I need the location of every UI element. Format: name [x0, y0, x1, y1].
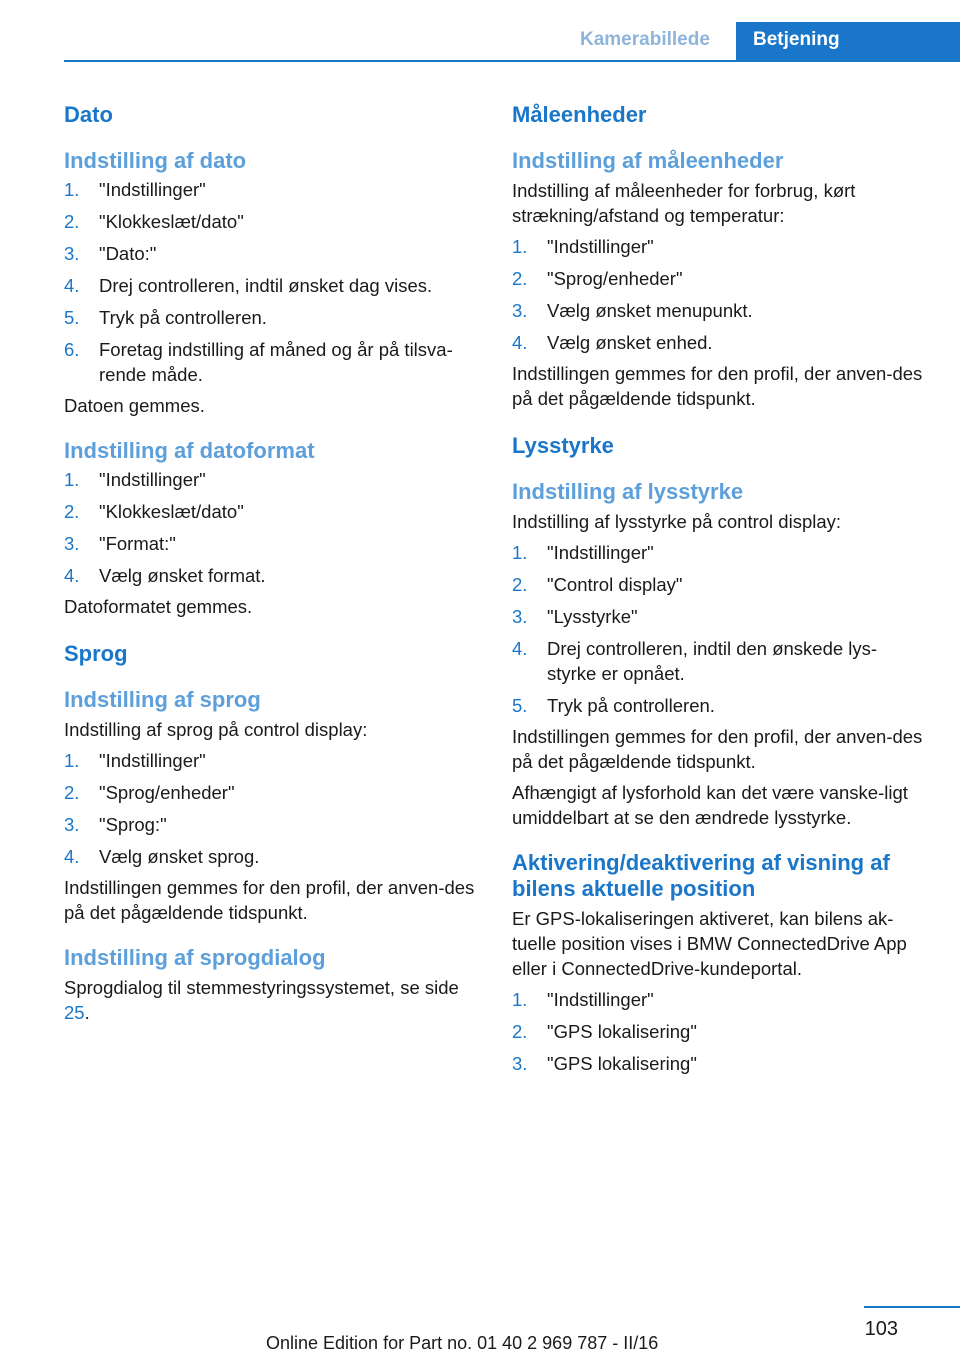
list-item-number: 2. — [512, 268, 528, 289]
subsection-title-indstilling-lysstyrke: Indstilling af lysstyrke — [512, 479, 744, 504]
list-item-text: "Indstillinger" — [547, 236, 654, 257]
list-item — [512, 266, 924, 291]
intro-gps: Er GPS-lokaliseringen aktiveret, kan bilens ak-tuelle position vises i BMW ConnectedDrive App eller i ConnectedDrive-kundeportal. — [512, 908, 907, 979]
steps-dato — [64, 177, 476, 387]
list-item-text: "Indstillinger" — [99, 750, 206, 771]
list-item — [512, 1051, 924, 1076]
list-item-number: 6. — [64, 339, 80, 360]
sprogdialog-period: . — [84, 1002, 90, 1023]
list-item-text: "Sprog/enheder" — [99, 782, 235, 803]
list-item-text: "GPS lokalisering" — [547, 1021, 697, 1042]
list-item-text: "Sprog:" — [99, 814, 167, 835]
list-item-number: 4. — [512, 638, 528, 659]
subsection-title-indstilling-maaleenheder: Indstilling af måleenheder — [512, 148, 784, 173]
list-item-number: 1. — [512, 542, 528, 563]
note-datoformat: Datoformatet gemmes. — [64, 596, 253, 617]
subsection-title-datoformat: Indstilling af datoformat — [64, 438, 315, 463]
header-tab-betjening[interactable]: Betjening — [736, 22, 960, 62]
list-item-number: 2. — [64, 501, 80, 522]
list-item — [512, 540, 924, 565]
list-item-number: 5. — [512, 695, 528, 716]
list-item-number: 1. — [64, 750, 80, 771]
header-divider — [64, 60, 960, 62]
steps-gps — [512, 987, 924, 1076]
list-item-number: 4. — [64, 846, 80, 867]
left-column — [64, 100, 476, 1025]
list-item-text: Drej controlleren, indtil ønsket dag vises. — [99, 275, 433, 296]
list-item — [64, 305, 476, 330]
note-lysstyrke-2: Afhængigt af lysforhold kan det være vanske-ligt umiddelbart at se den ændrede lysstyrke. — [512, 782, 908, 828]
list-item-text: "GPS lokalisering" — [547, 1053, 697, 1074]
list-item-number: 2. — [64, 782, 80, 803]
list-item-text: Vælg ønsket menupunkt. — [547, 300, 753, 321]
list-item-text: Vælg ønsket enhed. — [547, 332, 713, 353]
list-item — [512, 234, 924, 259]
subsection-title-indstilling-dato: Indstilling af dato — [64, 148, 247, 173]
list-item-number: 3. — [64, 533, 80, 554]
list-item-text: Foretag indstilling af måned og år på tilsva-rende måde. — [99, 339, 453, 385]
list-item-number: 3. — [512, 1053, 528, 1074]
list-item — [512, 987, 924, 1012]
note-dato: Datoen gemmes. — [64, 395, 205, 416]
page-link-25[interactable]: 25 — [64, 1002, 85, 1023]
steps-lysstyrke — [512, 540, 924, 718]
list-item — [64, 812, 476, 837]
list-item-text: "Indstillinger" — [547, 989, 654, 1010]
steps-datoformat — [64, 467, 476, 588]
note-sprog: Indstillingen gemmes for den profil, der anven-des på det pågældende tidspunkt. — [64, 877, 475, 923]
list-item — [64, 531, 476, 556]
list-item-number: 4. — [512, 332, 528, 353]
subsection-title-gps-position: Aktivering/deaktivering af visning af bilens aktuelle position — [512, 850, 890, 901]
list-item-text: "Klokkeslæt/dato" — [99, 211, 244, 232]
list-item-text: Tryk på controlleren. — [99, 307, 267, 328]
list-item-number: 2. — [512, 574, 528, 595]
list-item-text: "Indstillinger" — [547, 542, 654, 563]
list-item-number: 4. — [64, 275, 80, 296]
list-item-number: 3. — [512, 606, 528, 627]
list-item-text: Vælg ønsket sprog. — [99, 846, 260, 867]
list-item-text: Tryk på controlleren. — [547, 695, 715, 716]
steps-sprog — [64, 748, 476, 869]
list-item-number: 3. — [64, 243, 80, 264]
list-item-number: 3. — [512, 300, 528, 321]
right-column — [512, 100, 924, 1076]
sprogdialog-text: Sprogdialog til stemmestyringssystemet, se side — [64, 977, 459, 998]
list-item-text: "Lysstyrke" — [547, 606, 638, 627]
list-item — [512, 604, 924, 629]
list-item-number: 5. — [64, 307, 80, 328]
section-title-dato: Dato — [64, 102, 113, 127]
list-item-text: "Klokkeslæt/dato" — [99, 501, 244, 522]
list-item — [64, 563, 476, 588]
list-item-number: 1. — [512, 989, 528, 1010]
section-title-lysstyrke: Lysstyrke — [512, 433, 614, 458]
list-item-text: "Format:" — [99, 533, 176, 554]
note-maaleenheder: Indstillingen gemmes for den profil, der anven-des på det pågældende tidspunkt. — [512, 363, 923, 409]
page-number: 103 — [864, 1318, 898, 1340]
list-item — [64, 337, 476, 387]
list-item-number: 4. — [64, 565, 80, 586]
subsection-title-indstilling-sprog: Indstilling af sprog — [64, 687, 261, 712]
footer-divider — [864, 1306, 960, 1308]
section-title-maaleenheder: Måleenheder — [512, 102, 647, 127]
list-item — [64, 467, 476, 492]
list-item-number: 2. — [512, 1021, 528, 1042]
steps-maaleenheder — [512, 234, 924, 355]
note-lysstyrke-1: Indstillingen gemmes for den profil, der anven-des på det pågældende tidspunkt. — [512, 726, 923, 772]
list-item — [512, 298, 924, 323]
list-item-text: "Dato:" — [99, 243, 157, 264]
edition-footer: Online Edition for Part no. 01 40 2 969 787 - II/16 — [266, 1333, 659, 1353]
list-item — [64, 273, 476, 298]
list-item — [512, 330, 924, 355]
list-item — [64, 241, 476, 266]
text-sprogdialog — [64, 975, 476, 1025]
list-item — [64, 177, 476, 202]
list-item-text: "Indstillinger" — [99, 469, 206, 490]
list-item-number: 1. — [64, 469, 80, 490]
list-item — [512, 693, 924, 718]
list-item — [512, 636, 924, 686]
intro-sprog: Indstilling af sprog på control display: — [64, 719, 368, 740]
section-title-sprog: Sprog — [64, 641, 128, 666]
list-item-number: 2. — [64, 211, 80, 232]
list-item — [512, 1019, 924, 1044]
intro-lysstyrke: Indstilling af lysstyrke på control display: — [512, 511, 842, 532]
list-item-text: "Control display" — [547, 574, 683, 595]
list-item — [64, 209, 476, 234]
list-item — [64, 780, 476, 805]
list-item-number: 1. — [64, 179, 80, 200]
list-item-text: "Indstillinger" — [99, 179, 206, 200]
list-item-text: Vælg ønsket format. — [99, 565, 266, 586]
intro-maaleenheder: Indstilling af måleenheder for forbrug, kørt strækning/afstand og temperatur: — [512, 180, 856, 226]
list-item-text: Drej controlleren, indtil den ønskede lys-styrke er opnået. — [547, 638, 878, 684]
list-item — [512, 572, 924, 597]
header-tab-kamerabillede[interactable]: Kamerabillede — [580, 29, 710, 50]
list-item-text: "Sprog/enheder" — [547, 268, 683, 289]
list-item-number: 1. — [512, 236, 528, 257]
list-item — [64, 499, 476, 524]
list-item — [64, 844, 476, 869]
list-item-number: 3. — [64, 814, 80, 835]
list-item — [64, 748, 476, 773]
subsection-title-sprogdialog: Indstilling af sprogdialog — [64, 945, 326, 970]
